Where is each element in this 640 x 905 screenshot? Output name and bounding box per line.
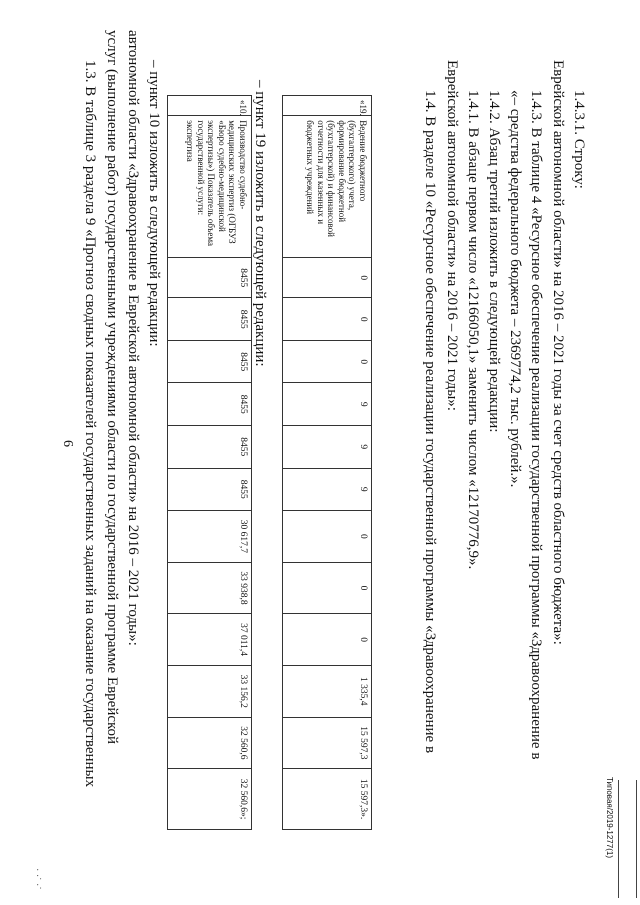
table-cell: 33 156,2 bbox=[168, 665, 252, 717]
table-cell: 1 335,4 bbox=[283, 665, 372, 717]
paragraph-line: Еврейской автономной области» на 2016 – 2021 годы»: bbox=[444, 60, 460, 411]
paragraph-line: – пункт 19 изложить в следующей редакции: bbox=[252, 80, 268, 367]
footer-code: Типовая/2019-1277(1) bbox=[605, 777, 614, 858]
row-index: «19. bbox=[283, 96, 372, 116]
table-cell: 0 bbox=[283, 562, 372, 614]
paragraph-line: услуг (выполнение работ) государственными учреждениями области по государственной программе Еврейской bbox=[104, 30, 120, 745]
paragraph-line: 1.3. В таблице 3 раздела 9 «Прогноз сводных показателей государственных заданий на оказание государственных bbox=[82, 60, 98, 788]
table-cell: 8455 bbox=[168, 468, 252, 511]
table-cell: 15 597,3 bbox=[283, 717, 372, 769]
table-cell: 8455 bbox=[168, 257, 252, 297]
table-cell: 9 bbox=[283, 468, 372, 511]
table-cell: 0 bbox=[283, 340, 372, 383]
table-cell: 37 011,4 bbox=[168, 614, 252, 666]
table-cell: 8455 bbox=[168, 298, 252, 341]
paragraph-line: – пункт 10 изложить в следующей редакции: bbox=[146, 60, 162, 347]
row-description: Производство судебно-медицинских экспертиз (ОГБУЗ «Бюро судебно-медицинской экспертизы») Показатель объема государственной услуги: экспертиза bbox=[168, 116, 252, 258]
table-row-19 bbox=[282, 95, 372, 830]
paragraph-line: 1.4.3. В таблице 4 «Ресурсное обеспечение реализации государственной программы «Здравоохранение в bbox=[528, 90, 544, 760]
table-cell: 8455 bbox=[168, 426, 252, 469]
paragraph-line: «– средства федерального бюджета – 2369774,2 тыс. рублей.». bbox=[507, 90, 523, 488]
table-cell: 8455 bbox=[168, 340, 252, 383]
table-cell: 30 617,7 bbox=[168, 511, 252, 563]
table-cell: 9 bbox=[283, 426, 372, 469]
table-cell: 0 bbox=[283, 257, 372, 297]
paragraph-line: 1.4.1. В абзаце первом число «12166050,1» заменить числом «12170776,9». bbox=[465, 90, 481, 570]
page-number: 6 bbox=[60, 440, 75, 447]
table-cell: 0 bbox=[283, 614, 372, 666]
table-cell: 33 938,8 bbox=[168, 562, 252, 614]
paragraph-line: автономной области «Здравоохранение в Еврейской автономной области» на 2016 – 2021 годы»: bbox=[125, 30, 141, 646]
divider-line bbox=[618, 780, 619, 898]
divider-line bbox=[636, 780, 637, 898]
paragraph-line: 1.4.2. Абзац третий изложить в следующей редакции: bbox=[486, 90, 502, 433]
table-cell: 32 560,6 bbox=[168, 717, 252, 769]
table-cell: 32 560,6»; bbox=[168, 769, 252, 830]
table-cell: 8455 bbox=[168, 383, 252, 426]
paragraph-line: 1.4. В разделе 10 «Ресурсное обеспечение реализации государственной программы «Здравоохранение в bbox=[422, 90, 438, 754]
paragraph-line: Еврейской автономной области» на 2016 – 2021 годы за счет средств областного бюджета»: bbox=[550, 60, 566, 645]
table-cell: 9 bbox=[283, 383, 372, 426]
row-index: «10. bbox=[168, 96, 252, 116]
paragraph-line: 1.4.3.1. Строку: bbox=[571, 90, 587, 189]
table-cell: 0 bbox=[283, 511, 372, 563]
table-cell: 15 597,3». bbox=[283, 769, 372, 830]
table-row-10 bbox=[167, 95, 252, 830]
scan-artifact: · ·˙ ·˙ bbox=[31, 868, 42, 890]
table-cell: 0 bbox=[283, 298, 372, 341]
row-description: Ведение бюджетного (бухгалтерского) учета, формирование бюджетной (бухгалтерской) и финансовой отчетности для казенных и бюджетных учреждений bbox=[283, 116, 372, 258]
